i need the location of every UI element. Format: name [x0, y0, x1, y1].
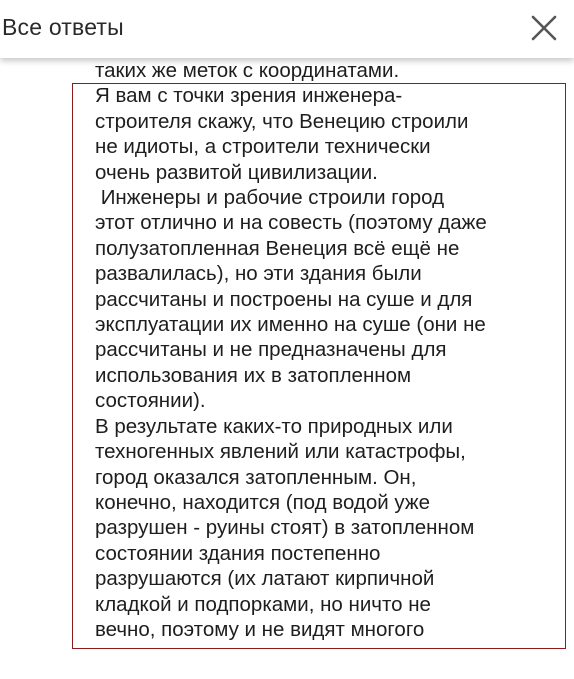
- answer-line: вечно, поэтому и не видят многого: [95, 617, 425, 641]
- answer-line: полузатопленная Венеция всё ещё не: [95, 236, 460, 260]
- answer-line: разрушен - руины стоят) в затопленном: [95, 516, 475, 540]
- answer-line: очень развитой цивилизации.: [95, 160, 378, 184]
- answer-line: этот отлично и на совесть (поэтому даже: [95, 211, 487, 235]
- close-icon: [526, 10, 562, 46]
- answer-line: В результате каких-то природных или: [95, 414, 453, 438]
- answer-line: Инженеры и рабочие строили город: [95, 186, 445, 210]
- answer-line: таких же меток с координатами.: [95, 59, 400, 82]
- answer-line: город оказался затопленным. Он,: [95, 465, 417, 489]
- answer-line: состоянии здания постепенно: [95, 541, 381, 565]
- page-title: Все ответы: [2, 14, 124, 40]
- answer-line: техногенных явлений или катастрофы,: [95, 440, 466, 464]
- answer-line: рассчитаны и построены на суше и для: [95, 287, 473, 311]
- answer-text: [95, 58, 565, 642]
- answer-line: разрушаются (их латают кирпичной: [95, 567, 435, 591]
- answer-line: конечно, находится (под водой уже: [95, 490, 430, 514]
- answer-line: строителя скажу, что Венецию строили: [95, 109, 469, 133]
- answers-header: [0, 0, 574, 58]
- answer-line: не идиоты, а строители технически: [95, 135, 431, 159]
- answer-line: развалилась), но эти здания были: [95, 262, 422, 286]
- close-button[interactable]: [526, 10, 562, 46]
- answer-line: использования их в затопленном: [95, 363, 412, 387]
- answer-line: эксплуатации их именно на суше (они не: [95, 313, 486, 337]
- answer-line: рассчитаны и не предназначены для: [95, 338, 447, 362]
- answer-line: Я вам с точки зрения инженера-: [95, 84, 403, 108]
- answer-line: кладкой и подпорками, но ничто не: [95, 592, 431, 616]
- answer-line: состоянии).: [95, 389, 206, 413]
